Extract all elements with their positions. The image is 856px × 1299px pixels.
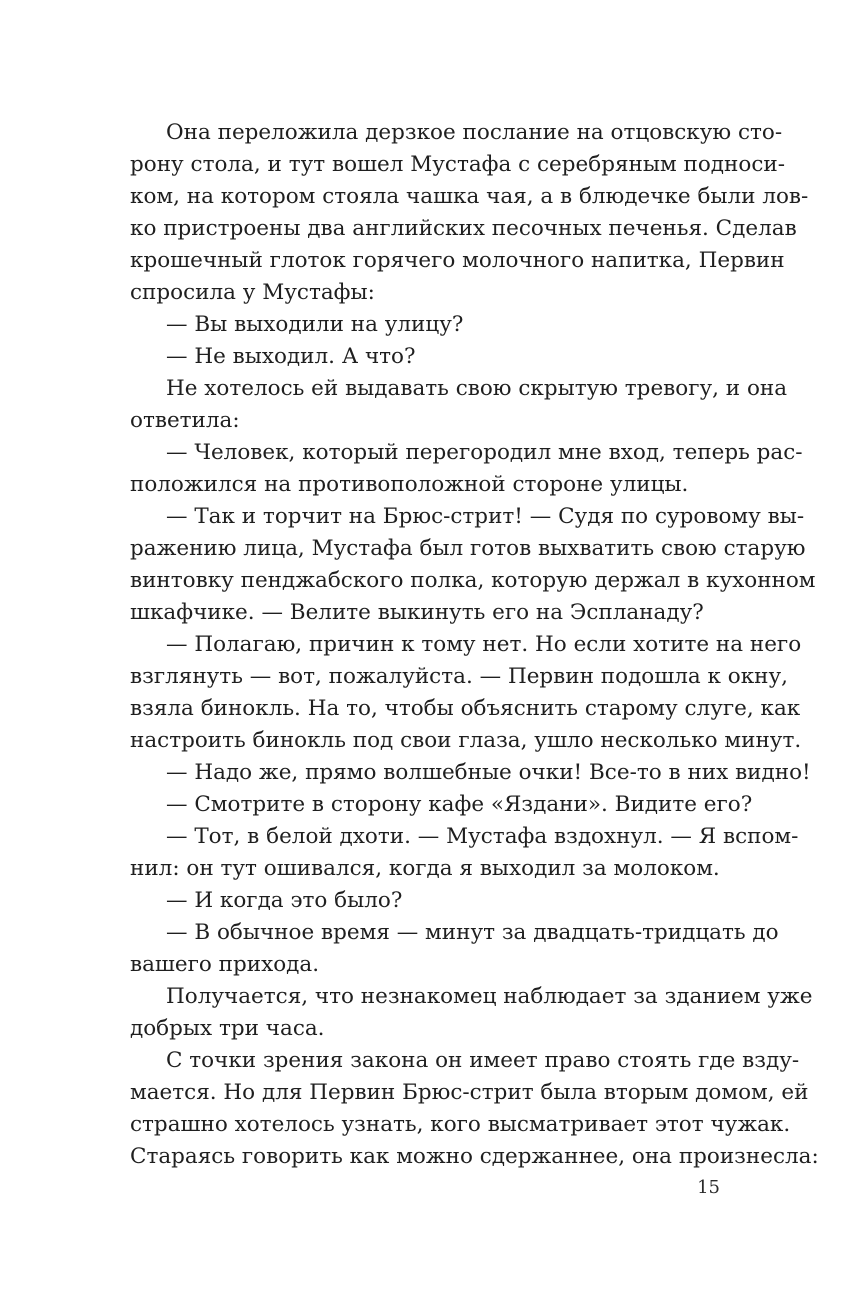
text-line: шкафчике. — Велите выкинуть его на Эспланаду?	[130, 600, 704, 625]
text-line: спросила у Мустафы:	[130, 280, 375, 305]
text-line: крошечный глоток горячего молочного напитка, Первин	[130, 248, 785, 273]
text-line: Стараясь говорить как можно сдержаннее, она произнесла:	[130, 1144, 819, 1169]
text-line: — Не выходил. А что?	[166, 344, 416, 369]
text-line: ответила:	[130, 408, 240, 433]
text-line: — Человек, который перегородил мне вход, теперь рас-	[166, 440, 803, 465]
page-number: 15	[697, 1177, 720, 1198]
text-line: Она переложила дерзкое послание на отцовскую сто-	[166, 120, 783, 145]
text-line: взяла бинокль. На то, чтобы объяснить старому слуге, как	[130, 696, 801, 721]
text-line: — Надо же, прямо волшебные очки! Все-то в них видно!	[166, 760, 811, 785]
text-line: вашего прихода.	[130, 952, 320, 977]
text-line: положился на противоположной стороне улицы.	[130, 472, 689, 497]
text-line: ражению лица, Мустафа был готов выхватить свою старую	[130, 536, 806, 561]
text-line: мается. Но для Первин Брюс-стрит была вторым домом, ей	[130, 1080, 809, 1105]
text-line: взглянуть — вот, пожалуйста. — Первин подошла к окну,	[130, 664, 788, 689]
text-line: нил: он тут ошивался, когда я выходил за молоком.	[130, 856, 720, 881]
text-line: добрых три часа.	[130, 1016, 325, 1041]
text-line: — Так и торчит на Брюс-стрит! — Судя по суровому вы-	[166, 504, 805, 529]
text-line: настроить бинокль под свои глаза, ушло несколько минут.	[130, 728, 802, 753]
text-line: — Полагаю, причин к тому нет. Но если хотите на него	[166, 632, 802, 657]
text-line: — Тот, в белой дхоти. — Мустафа вздохнул. — Я вспом-	[166, 824, 799, 849]
text-line: — Вы выходили на улицу?	[166, 312, 464, 337]
text-line: — В обычное время — минут за двадцать-тридцать до	[166, 920, 779, 945]
text-line: Не хотелось ей выдавать свою скрытую тревогу, и она	[166, 376, 788, 401]
text-line: винтовку пенджабского полка, которую держал в кухонном	[130, 568, 816, 593]
text-line: ко пристроены два английских песочных печенья. Сделав	[130, 216, 797, 241]
text-line: ком, на котором стояла чашка чая, а в блюдечке были лов-	[130, 184, 809, 209]
text-line: — И когда это было?	[166, 888, 403, 913]
text-line: — Смотрите в сторону кафе «Яздани». Видите его?	[166, 792, 753, 817]
text-line: С точки зрения закона он имеет право стоять где взду-	[166, 1048, 800, 1073]
text-line: Получается, что незнакомец наблюдает за зданием уже	[166, 984, 813, 1009]
text-line: рону стола, и тут вошел Мустафа с серебряным подноси-	[130, 152, 785, 177]
text-line: страшно хотелось узнать, кого высматривает этот чужак.	[130, 1112, 791, 1137]
